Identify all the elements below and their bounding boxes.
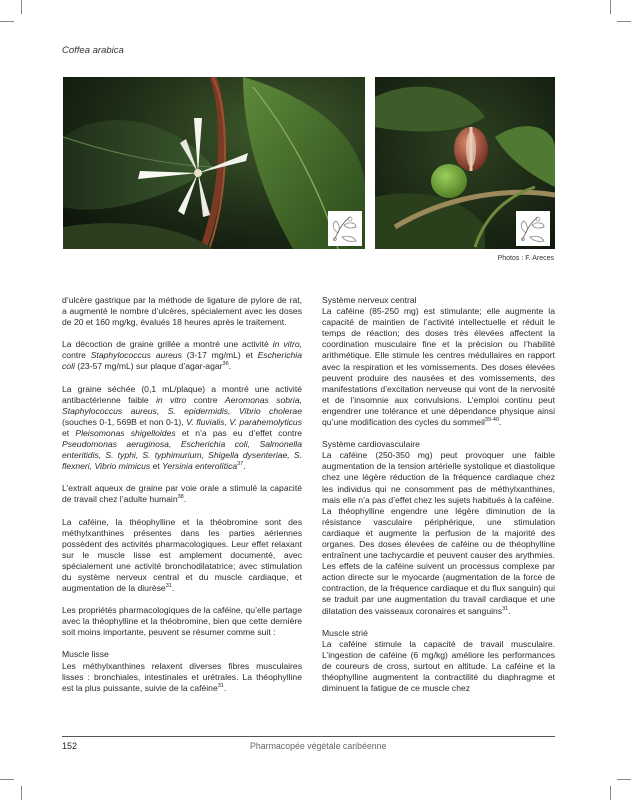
paragraph-gap — [62, 638, 302, 649]
paragraph: La graine séchée (0,1 mL/plaque) a montré une activité antibactérienne faible in vitro contre Aeromonas sobria, Staphylococcus aureus, S. epidermidis, Vibrio cholerae (souches 0-1, 569B et non 0-1), V. fluvialis, V. parahemolyticus et Pleisomonas shigelloides et n’a pas eu d’effet contre Pseudomonas aeruginosa, Escherichia coli, Salmonella enteritidis, S. typhi, S. typhimurium, Shigella dysenteriae, S. flexneri, Vibrio mimicus et Yersinia enterolítica$^{37}$. — [62, 383, 303, 472]
paragraph-gap — [62, 373, 302, 384]
crop-mark — [610, 786, 611, 800]
section-heading: Muscle strié — [322, 627, 368, 638]
crop-mark — [21, 786, 22, 800]
paragraph: La caféine, la théophylline et la théobromine sont des méthylxanthines présentes dans les parties aériennes possèdent des activités pharmacologiques. Leur effet relaxant sur le muscle lisse est amplement documenté, avec spécialement une activité bronchodilatatrice; avec stimulation du système nerveux central et du muscle cardiaque, et augmentation de la diurèse$^{31}$. — [62, 516, 302, 594]
section-heading: Muscle lisse — [62, 649, 109, 660]
photo-credit: Photos : F. Areces — [497, 255, 554, 262]
paragraph: L’extrait aqueux de graine par voie orale a stimulé la capacité de travail chez l’adulte humain$^{38}$. — [62, 483, 302, 505]
paragraph: La théophylline engendre une légère diminution de la résistance vasculaire périphérique, une stimulation cardiaque et augmente la perfusion de la majorité des organes. Des doses élevées de caféine ou de théophylline entraînent une tachycardie et peuvent causer des arythmies. Les effets de la caféine suivent un processus complexe par action directe sur le myocarde (augmentation de la force de contraction, de la fréquence cardiaque et du flux sanguin) qui se traduit par une augmentation du travail cardiaque et une dilatation des vaisseaux coronaires et sanguins$^{31}$. — [322, 505, 555, 616]
paragraph: d’ulcère gastrique par la méthode de ligature de pylore de rat, a augmenté le nombre d’ulcères, spécialement avec les doses de 20 et 160 mg/kg, évalués 18 heures après le traitement. — [62, 295, 302, 328]
left-column — [62, 295, 302, 694]
crop-mark — [21, 0, 22, 14]
right-column — [322, 295, 555, 694]
publication-title: Pharmacopée végétale caribéenne — [250, 741, 387, 751]
crop-mark — [0, 21, 14, 22]
crop-mark — [617, 779, 631, 780]
paragraph-gap — [62, 472, 302, 483]
crop-mark — [617, 21, 631, 22]
page-number: 152 — [62, 741, 78, 751]
paragraph-gap — [62, 594, 302, 605]
paragraph: La caféine stimule la capacité de travail musculaire. L’ingestion de caféine (6 mg/kg) améliore les performances de coureurs de cross, surtout en altitude. La caféine et la théophylline augmentent la contractilité du diaphragme et diminuent la fatigue de ce muscle chez — [322, 638, 555, 694]
running-head: Coffea arabica — [62, 45, 124, 56]
plant-sketch-icon — [328, 211, 362, 246]
footer-rule — [62, 736, 555, 737]
paragraph-gap — [62, 328, 302, 339]
plant-sketch-icon — [516, 211, 550, 246]
flower-photo — [63, 77, 365, 249]
paragraph-gap — [62, 506, 302, 517]
paragraph-gap — [322, 428, 555, 439]
paragraph: Les méthylxanthines relaxent diverses fibres musculaires lisses : bronchiales, intestinales et urétrales. La théophylline est la plus puissante, suivie de la caféine$^{31}$. — [62, 660, 302, 693]
paragraph: La caféine (250-350 mg) peut provoquer une faible augmentation de la tension artérielle systolique et diastolique chez une légère réduction de la fréquence cardiaque chez les individus qui ne consomment pas de méthylxanthines, mais elle n’a pas d’effet chez les sujets habitués à la caféine. — [322, 450, 555, 505]
crop-mark — [610, 0, 611, 14]
paragraph-gap — [322, 617, 555, 628]
paragraph: La décoction de graine grillée a montré une activité in vitro, contre Staphylococcus aureus (3-17 mg/mL) et Escherichia coli (23-57 mg/mL) sur plaque d’agar-agar$^{36}$. — [62, 339, 302, 372]
paragraph: Les propriétés pharmacologiques de la caféine, qu’elle partage avec la théophylline et la théobromine, bien que cette dernière soit moins importante, peuvent se résumer comme suit : — [62, 605, 302, 638]
paragraph: La caféine (85-250 mg) est stimulante; elle augmente la capacité de maintien de l’activité intellectuelle et réduit le temps de réaction; des doses très élevées affectent la coordination musculaire fine et la précision ou l’habilité arithmétique. Elle stimule les centres médullaires en rapport avec la respiration et les vomissements. Des doses élevées peuvent produire des nausées et des vomissements, des manifestations d’excitation nerveuse qui vont de la nervosité et de l’insomnie aux convulsions. L’emploi continu peut engendrer une tolérance et une dépendance physique ainsi qu’une modification des cycles du sommeil$^{39-40}$. — [322, 306, 555, 428]
section-heading: Système nerveux central — [322, 295, 417, 305]
crop-mark — [0, 779, 14, 780]
section-heading: Système cardiovasculaire — [322, 439, 420, 450]
